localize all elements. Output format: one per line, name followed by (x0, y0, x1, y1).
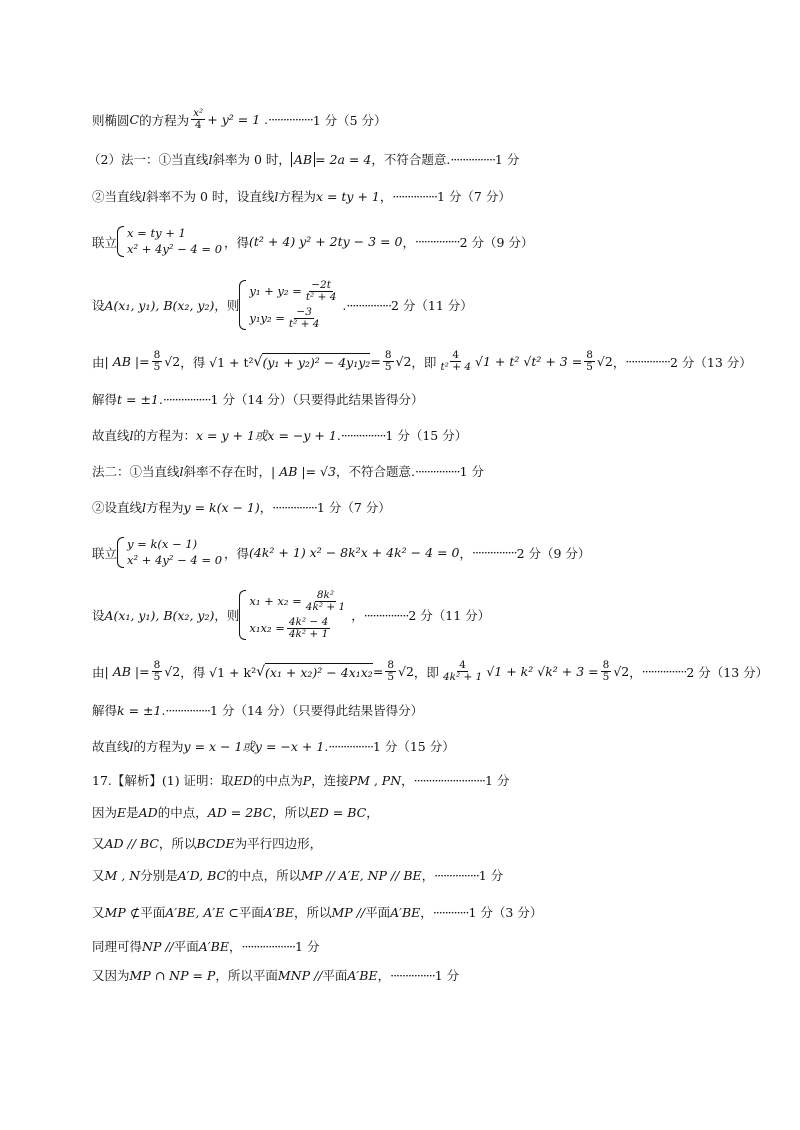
equation-system (117, 537, 222, 568)
equation-system (117, 226, 222, 257)
line-method2-solve (92, 701, 423, 719)
math-var: l (274, 188, 279, 204)
denominator: 4 (194, 119, 202, 132)
score: 1 分 (478, 868, 504, 883)
denominator: 5 (586, 361, 593, 374)
text: 设 (92, 608, 105, 624)
line-method1-case2 (92, 187, 511, 205)
denominator: 5 (384, 361, 392, 374)
text: ②当直线 (92, 189, 143, 204)
leader-dots: ··············· (346, 297, 391, 313)
math: MP ∩ NP = P (129, 967, 216, 983)
leader-dots: ··············· (625, 354, 670, 370)
text: 同理可得 (92, 939, 143, 954)
math: A(x₁, y₁), B(x₂, y₂) (104, 297, 215, 313)
text: ，则 (214, 608, 240, 624)
math-var: C (129, 112, 140, 128)
math: M , N (104, 867, 141, 883)
score: 2 分（9 分） (516, 545, 591, 561)
math-var: l (129, 427, 134, 443)
denominator: 5 (387, 671, 394, 684)
text: ， (402, 234, 415, 250)
math: | AB |= (104, 354, 150, 370)
line-method1-system (92, 226, 533, 257)
math: y₁y₂ = (249, 310, 285, 325)
text: 又 (92, 905, 105, 920)
denominator: t² + 4 (288, 318, 320, 331)
text: 又因为 (92, 968, 130, 983)
text: . (342, 297, 347, 313)
text: ，得 (224, 234, 250, 250)
math: √2 (164, 664, 181, 680)
denominator: 4k² + 1 (305, 601, 346, 614)
text: 由 (92, 354, 105, 370)
radicand: (y₁ + y₂)² − 4y₁y₂ (262, 355, 371, 371)
text: 因为 (92, 805, 118, 820)
score: 1 分 (485, 773, 510, 788)
denominator: 5 (153, 361, 161, 374)
text: ， (629, 664, 642, 680)
text: 故直线 (92, 739, 130, 754)
text: ，即 (411, 354, 437, 370)
math: | AB |= √3 (271, 463, 336, 479)
text: 由 (92, 664, 105, 680)
numerator: 8k² (316, 589, 335, 601)
math: A′BE (263, 904, 294, 920)
line-q17-step4 (92, 903, 542, 921)
math-var: l (129, 738, 134, 754)
math: = (370, 354, 381, 370)
text: ，即 (413, 664, 439, 680)
math: √2 (164, 354, 181, 370)
line-method2-result (92, 737, 455, 755)
score: 1 分（15 分） (385, 428, 468, 443)
math: (t² + 4) y² + 2ty − 3 = 0 (249, 234, 403, 250)
line-method2-case2 (92, 498, 391, 516)
line-method1-vieta (92, 280, 473, 330)
fraction (191, 108, 205, 131)
text: 的中点为 (252, 773, 303, 788)
math: x₁ + x₂ = (249, 593, 302, 608)
numerator: 4 (452, 349, 460, 361)
equation: x² + 4y² − 4 = 0 (127, 552, 223, 567)
text: 平面 (173, 939, 199, 954)
line-method1-result (92, 426, 467, 444)
text: ， (421, 868, 435, 883)
math-abs: AB (291, 152, 315, 167)
text: 的中点， (157, 805, 208, 820)
text: ， (228, 939, 242, 954)
math: y = k(x − 1) (183, 499, 260, 515)
text: ， (420, 905, 433, 920)
text: 解得 (92, 703, 118, 718)
leader-dots: ··············· (340, 427, 386, 443)
math: = 2a = 4 (315, 151, 372, 167)
score: 1 分（5 分） (312, 112, 387, 128)
numerator: 4k² − 4 (288, 616, 329, 629)
math: x₁x₂ = (249, 620, 285, 635)
text: 平面 (365, 905, 391, 920)
text: ，不符合题意. (335, 464, 415, 479)
numerator: 4 (459, 659, 466, 671)
math: MP ⊄ (104, 904, 141, 920)
denominator: t² + 4 (305, 291, 337, 304)
numerator: −3 (296, 306, 312, 319)
leader-dots: ················ (162, 391, 211, 407)
numerator: 8 (586, 349, 593, 361)
math: (4k² + 1) x² − 8k²x + 4k² − 4 = 0 (249, 545, 460, 561)
score: 1 分 (494, 152, 520, 167)
text: ，所以平面 (215, 968, 278, 983)
line-method2-case1 (92, 462, 484, 480)
line-q17-step1 (92, 803, 379, 821)
math: + y² = 1 . (207, 112, 269, 128)
math: k = ±1 (117, 702, 162, 718)
line-method2-system (92, 537, 590, 568)
brace-icon (117, 226, 124, 257)
text: 分别是 (140, 868, 178, 883)
math: MNP // (277, 967, 323, 983)
text: . (336, 427, 341, 443)
text: ， (259, 500, 273, 515)
leader-dots: ··············· (268, 112, 313, 128)
math-var: l (142, 499, 147, 515)
math: x = ty + 1 (315, 188, 380, 204)
math: ED (233, 772, 253, 788)
score: 1 分（3 分） (468, 905, 543, 920)
leader-dots: ··············· (363, 607, 409, 623)
math: AD // BC (104, 835, 159, 851)
line-method1-length (92, 350, 752, 373)
text: . (161, 702, 166, 718)
text: 则椭圆 (92, 112, 130, 128)
equation-system (239, 590, 349, 640)
text: ，所以 (293, 905, 332, 920)
text: 又 (92, 836, 105, 851)
math: t = ±1 (117, 391, 159, 407)
text: 17.【解析】(1) 证明：取 (92, 773, 234, 788)
text: 斜率不存在时， (183, 464, 272, 479)
leader-dots: ··············· (414, 463, 460, 479)
math: A′BE (390, 904, 421, 920)
math: A′BE (347, 967, 378, 983)
numerator: 8 (387, 659, 394, 671)
text: 为平行四边形， (234, 836, 323, 851)
math: ，得 √1 + k² (180, 664, 257, 680)
text: 平面 (140, 905, 166, 920)
score: 2 分（13 分） (669, 354, 752, 370)
equation: x = ty + 1 (127, 226, 186, 240)
text: 法二：①当直线 (92, 464, 180, 479)
text: ， (377, 968, 391, 983)
text: 的中点，所以 (226, 868, 302, 883)
math: AD (138, 804, 158, 820)
numerator: 8 (602, 659, 610, 671)
text: 故直线 (92, 428, 130, 443)
math: √2 (613, 664, 630, 680)
math: AD = 2BC (207, 804, 273, 820)
score: 2 分（13 分） (686, 664, 769, 680)
math: A(x₁, y₁), B(x₂, y₂) (104, 607, 215, 623)
brace-icon (117, 537, 124, 568)
equation: x² + 4y² − 4 = 0 (127, 241, 223, 256)
text: 斜率不为 0 时，设直线 (146, 189, 275, 204)
math: y₁ + y₂ = (249, 283, 302, 298)
text: ②设直线 (92, 500, 143, 515)
leader-dots: ··············· (272, 499, 317, 515)
leader-dots: ··············· (390, 967, 435, 983)
sqrt-icon: √ (253, 353, 263, 370)
line-q17-step6 (92, 966, 459, 984)
score: 1 分（14 分）（只要得此结果皆得分） (210, 392, 424, 407)
line-method1-solve (92, 390, 424, 408)
math-var: l (208, 151, 213, 167)
text: . (324, 738, 329, 754)
math: PM , PN (348, 772, 402, 788)
math-var: l (179, 463, 184, 479)
text: ，则 (214, 298, 240, 314)
math: y = x − 1或y = −x + 1 (183, 739, 325, 754)
math: MP // A′E, NP // BE (301, 867, 422, 883)
line-q17-intro (92, 771, 509, 789)
leader-dots: ··············· (165, 702, 211, 718)
text: 平面 (322, 968, 348, 983)
math: √1 + t² √t² + 3 = (475, 354, 583, 370)
text: ，得 (224, 545, 250, 561)
math: BCDE (196, 835, 235, 851)
leader-dots: ·················· (241, 938, 296, 954)
text: . (158, 391, 163, 407)
math: MP // (331, 904, 366, 920)
leader-dots: ··············· (641, 664, 687, 680)
denominator: 5 (153, 671, 161, 684)
text: ， (379, 189, 393, 204)
score: 1 分（7 分） (316, 500, 391, 515)
score: 1 分 (295, 939, 320, 954)
numerator: 8 (384, 349, 392, 361)
text: ，不符合题意. (371, 152, 451, 167)
leader-dots: ························ (413, 772, 486, 788)
line-q17-step5 (92, 937, 319, 955)
math: A′D, BC (177, 867, 227, 883)
text: 斜率为 0 时， (212, 152, 291, 167)
text: ， (351, 608, 364, 624)
score: 2 分（11 分） (391, 298, 473, 314)
equation: y = k(x − 1) (127, 537, 198, 551)
leader-dots: ············ (432, 904, 469, 920)
text: 的方程为： (133, 428, 197, 443)
line-method1-case1 (88, 150, 519, 168)
math: √2 (398, 664, 414, 680)
leader-dots: ··············· (392, 188, 437, 204)
numerator: 8 (153, 659, 161, 671)
math: A′BE, A′E ⊂ (165, 904, 239, 920)
sqrt-icon: √ (256, 663, 266, 680)
denominator: 4k² + 1 (442, 671, 483, 684)
text: 是 (126, 805, 139, 820)
text: 解得 (92, 392, 118, 407)
brace-icon (239, 280, 246, 330)
leader-dots: ··············· (450, 151, 495, 167)
math: NP // (142, 938, 174, 954)
text: ，连接 (311, 773, 349, 788)
leader-dots: ··············· (414, 234, 460, 250)
radicand: (x₁ + x₂)² − 4x₁x₂ (265, 665, 373, 681)
math: x = y + 1或x = −y + 1 (196, 428, 337, 443)
line-q17-step3 (92, 866, 503, 884)
math: √2 (596, 354, 613, 370)
math: | AB |= (104, 664, 150, 680)
numerator: −2t (311, 279, 331, 291)
denominator: t² + 4 (440, 361, 472, 374)
score: 2 分（9 分） (459, 234, 534, 250)
text: 的方程为 (133, 739, 184, 754)
math: ED = BC (309, 804, 367, 820)
leader-dots: ··············· (328, 738, 373, 754)
text: （2）法一：①当直线 (88, 152, 209, 167)
text: ，所以 (272, 805, 310, 820)
score: 1 分 (459, 464, 485, 479)
text: ， (459, 545, 472, 561)
math-var: l (142, 188, 147, 204)
text: ， (366, 805, 379, 820)
text: 设 (92, 298, 105, 314)
line-ellipse-equation (92, 108, 387, 131)
text: ， (612, 354, 626, 370)
leader-dots: ··············· (434, 867, 479, 883)
line-method2-vieta (92, 590, 490, 640)
text: 方程为 (278, 189, 316, 204)
score: 1 分（7 分） (437, 189, 511, 204)
text: 联立 (92, 545, 118, 561)
math: √1 + k² √k² + 3 = (486, 664, 599, 680)
math: √2 (395, 354, 412, 370)
math: P (302, 772, 312, 788)
denominator: 5 (602, 671, 610, 684)
numerator: x² (193, 107, 204, 119)
leader-dots: ··············· (471, 545, 517, 561)
math: A′BE (198, 938, 229, 954)
score: 1 分 (434, 968, 460, 983)
text: 又 (92, 868, 105, 883)
math: ，得 √1 + t² (180, 354, 254, 370)
text: 平面 (238, 905, 264, 920)
math: E (117, 804, 127, 820)
line-method2-length (92, 660, 768, 683)
denominator: 4k² + 1 (288, 628, 329, 641)
numerator: 8 (153, 349, 161, 361)
brace-icon (239, 590, 246, 640)
text: 方程为 (146, 500, 184, 515)
score: 1 分（14 分）（只要得此结果皆得分） (210, 703, 424, 718)
score: 1 分（15 分） (372, 739, 455, 754)
math: = (372, 664, 384, 680)
equation-system (239, 280, 340, 330)
score: 2 分（11 分） (408, 608, 491, 624)
text: ，所以 (158, 836, 197, 851)
text: ， (401, 773, 414, 788)
text: 联立 (92, 234, 118, 250)
text: 的方程为 (139, 112, 190, 128)
line-q17-step2 (92, 834, 322, 852)
